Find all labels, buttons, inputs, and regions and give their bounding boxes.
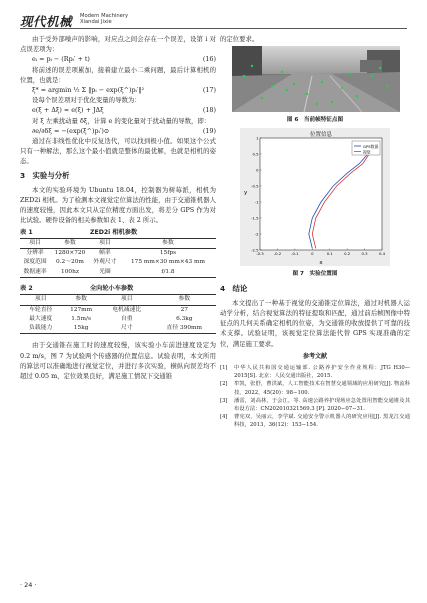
paragraph: 对 ξ 左乘扰动量 δξ，计算 e 的变化量对于扰动量的导数，即： (32, 116, 211, 125)
x-tick-label: 0.2 (344, 251, 351, 257)
table-header-cell: 项目 (20, 238, 50, 248)
table-header-cell: 项目 (90, 238, 120, 248)
reference-number: [2] (220, 381, 228, 388)
table-header-cell: 项目 (101, 295, 153, 305)
position-chart (240, 128, 390, 266)
x-tick-label: -0.2 (273, 251, 282, 257)
table-cell: 最大速度 (29, 315, 53, 322)
reference-text: 曹宪双，吴丽云，李学斌. 交通安全警示机器人的研究应用[J]. 黑龙江交通科技，2013，36(12)：153−154. (234, 414, 410, 429)
table-header-cell: 参数 (120, 238, 216, 248)
y-tick-label: -0.5 (251, 183, 259, 189)
table-caption: 表 1 ZED2i 相机参数 (20, 228, 138, 236)
x-tick-label: -0.3 (256, 251, 264, 257)
table-header-cell: 项目 (20, 295, 61, 305)
references-heading: 参考文献 (302, 352, 327, 360)
x-tick-label: -0.1 (291, 251, 299, 257)
table-cell: 分辨率 (26, 250, 44, 257)
journal-logo: 现代机械 (20, 14, 73, 29)
reference-number: [1] (220, 365, 228, 372)
reference-text: 潘雷，刘高林，于会江，等. 高速公路养护现场应急处置用智能交通锥及其布设方法：CN202010321569.3 [P]. 2020−07−31. (234, 397, 410, 413)
x-tick-label: 0.3 (361, 251, 368, 257)
table-cell: 6.3kg (176, 315, 193, 322)
table-header-cell: 参数 (50, 238, 90, 248)
table-row (20, 249, 216, 259)
table-cell: 自重 (120, 315, 133, 322)
y-axis-label: y (244, 190, 248, 197)
table-cell: 100hz (50, 268, 90, 278)
page-number: · 24 · (20, 581, 37, 589)
table-row (20, 305, 216, 315)
table-cell: 外观尺寸 (93, 259, 117, 266)
reference-number: [3] (220, 397, 228, 404)
x-tick-label: 0 (311, 251, 314, 257)
journal-header (20, 12, 407, 29)
table-cell: 0.2～20m (56, 259, 84, 266)
legend (352, 141, 380, 155)
y-tick-label: -2.5 (251, 247, 259, 253)
table-row (20, 324, 216, 334)
table-cell: 光圈 (90, 268, 120, 278)
paragraph: 本文提出了一种基于视觉的交通锥定位算法，通过对机器人运动学分析，结合视觉算法的特征提取和匹配，通过前后帧图像中特征点的几何关系确定相机的位姿，为交通锥的收放提供了可靠的技术支撑。试验证明，该视觉定位算法能代替 GPS 实现准确的定位，满足施工要求。 (220, 298, 410, 348)
paragraph: 由于受外部噪声的影响，对应点之间会存在一个误差，设第 i 对点误差项为： (20, 35, 216, 54)
references-list (220, 364, 410, 430)
legend-gps: GPS数据 (363, 144, 379, 150)
equation-18: e(ξ + Δξ) ≈ e(ξ) + JΔξ (18) (32, 106, 216, 115)
left-column (20, 34, 216, 381)
paragraph: 通过在非线性优化中反复迭代，可以找到极小值。如果这个公式只有一种解法，那么这个最小值就是整体的最优解，也就是相机的姿态。 (20, 137, 216, 166)
table-cell: 车轮直径 (29, 306, 53, 313)
camera-params-table (20, 238, 216, 278)
table-cell: 深度范围 (23, 259, 47, 266)
feature-points-photo (232, 46, 400, 112)
paragraph: 将前述的误差项累加，接着建立最小二乘问题，最后计算相机的位置，也就是： (20, 65, 216, 84)
table-cell: 数据速率 (20, 268, 50, 278)
table-cell: 帧率 (99, 250, 111, 257)
y-tick-label: -1 (254, 199, 259, 205)
table-cell: 27 (180, 306, 188, 313)
paragraph: 由于交通锥在施工时的速度较慢，该实验小车前进速度设定为 0.2 m/s，图 7 为试验两个传感器的位置信息。试验表明，本文所用的算法可以准确地进行视觉定位，并进行多次实验，横纵向误差均不超过 0.05 m，定位效果良好，满足施工情况下交通锥 (20, 341, 216, 381)
table-cell: f/1.8 (120, 268, 216, 278)
table-cell: 负载能力 (20, 324, 61, 334)
x-tick-label: 0.1 (326, 251, 333, 257)
reference-text: 中华人民共和国交通运输部. 公路养护安全作业规程：JTG H30—2015[S]. 北京：人民交通出版社，2015. (234, 365, 410, 380)
equation-17: ξ* = argmin ½ Σ ‖pᵢ − exp(ξ^)pᵢ′‖² (17) (32, 86, 216, 95)
chart-title: 位置信息 (309, 132, 333, 139)
paragraph: 设每个误差项对于优化变量的导数为： (32, 96, 141, 105)
y-tick-label: 0 (256, 167, 259, 173)
section-heading: 3 实验与分析 (20, 170, 70, 180)
legend-vision: 视觉 (363, 149, 371, 155)
y-tick-label: -2 (254, 231, 259, 237)
reference-item (220, 380, 410, 396)
table-cell: 直径 390mm (153, 324, 216, 334)
table-cell: 15kg (61, 324, 100, 334)
y-tick-label: 1 (256, 135, 259, 141)
reference-text: 牟凯，张舒，曹洪斌，人工智能技术在智慧交通领域的应用研究[J]. 物流科技，2022，45(20)：98−100. (234, 381, 410, 396)
equation-19: ∂e/∂δξ = −(exp(ξ^)pᵢ′)⊙ (19) (32, 126, 216, 135)
table-cell: 尺寸 (101, 324, 153, 334)
x-tick-label: 0.4 (378, 251, 386, 257)
y-tick-label: 0.5 (252, 151, 259, 157)
table-cell: 电机减速比 (112, 306, 142, 313)
reference-number: [4] (220, 414, 228, 421)
figure-6-caption: 图 6 当前帧特征点图 (286, 117, 344, 124)
x-axis-label: x (319, 260, 323, 267)
table-header-cell: 参数 (153, 295, 216, 305)
right-column (220, 34, 410, 430)
y-tick-label: -1.5 (251, 215, 259, 221)
table-row (20, 258, 216, 267)
table-cell: 1280×720 (54, 250, 86, 257)
figure-7-caption: 图 7 实验位置图 (292, 271, 338, 278)
table-cell: 175 mm×30 mm×43 mm (130, 259, 205, 266)
paragraph: 本文的实验环境为 Ubuntu 18.04，控制器为树莓派，相机为 ZED2i 相机。为了检测本文视觉定位算法的性能，由于交通锥机器人的速度较慢，因此本文只从定位精度方面出发，将差分 GPS 作为对比试验。硬件设备的相关参数如表 1、表 2 所示。 (20, 185, 216, 225)
table-cell: 15fps (159, 250, 177, 257)
reference-item (220, 364, 410, 380)
table-cell: 1.5m/s (71, 315, 91, 322)
table-row (20, 268, 216, 278)
table-header-cell: 参数 (61, 295, 100, 305)
robot-params-table (20, 294, 216, 334)
table-caption: 表 2 全向轮小车参数 (20, 285, 134, 293)
table-cell: 127mm (70, 306, 93, 313)
table-row (20, 315, 216, 324)
reference-item (220, 413, 410, 429)
road-scene-image (232, 46, 400, 112)
reference-item (220, 397, 410, 413)
journal-name: Modern Machinery Xiandai Jixie (80, 13, 129, 25)
equation-16: eᵢ = pᵢ − (Rpᵢ′ + t) (16) (32, 55, 216, 64)
section-heading: 4 结论 (220, 283, 248, 293)
paragraph: 的定位要求。 (220, 35, 259, 43)
